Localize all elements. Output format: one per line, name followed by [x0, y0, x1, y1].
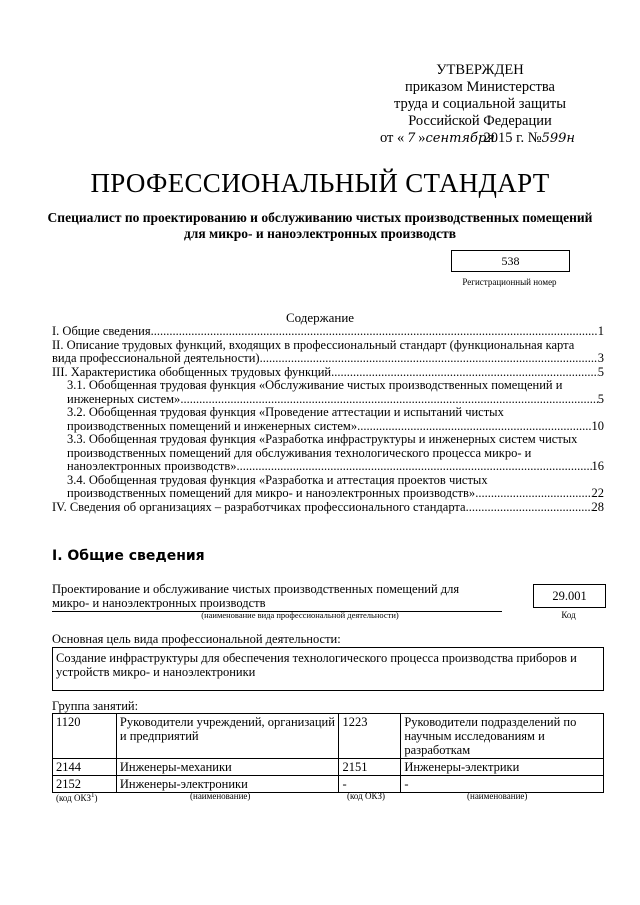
approval-block — [380, 62, 580, 147]
toc-line: IV. Сведения об организациях – разработчиках профессионального стандарта ..... — [52, 501, 592, 515]
toc-page-number: 22 — [591, 486, 604, 500]
table-row — [53, 759, 604, 776]
toc-entry-text — [67, 433, 592, 474]
toc-entry-text — [52, 366, 598, 380]
approval-date-line — [380, 130, 580, 147]
occupation-table — [52, 713, 604, 793]
toc-line: производственных помещений и инженерных систем» ..... — [67, 420, 592, 434]
goal-label: Основная цель вида профессиональной деятельности: — [52, 632, 341, 646]
toc-entry-text — [67, 474, 592, 501]
standard-subtitle: Специалист по проектированию и обслуживанию чистых производственных помещений для микро- и наноэлектронных производств — [47, 210, 593, 241]
okz-code-cell: - — [339, 776, 401, 793]
toc-page-number: 28 — [591, 499, 604, 514]
handwritten-order-number: 599н — [541, 131, 575, 146]
table-row — [53, 714, 604, 759]
toc-entry[interactable] — [52, 325, 604, 339]
caption-code-okz: (код ОКЗ) — [347, 791, 385, 801]
registration-number: 538 — [451, 250, 570, 272]
occupation-name-cell: - — [401, 776, 604, 793]
caption-code-okz — [56, 791, 98, 803]
section-heading: I. Общие сведения — [52, 548, 205, 564]
toc-entry[interactable] — [52, 501, 604, 515]
toc-line: 3.2. Обобщенная трудовая функция «Проведение аттестации и испытаний чистых — [67, 406, 504, 419]
table-of-contents — [52, 325, 604, 514]
occupation-name-cell: Инженеры-электроники — [116, 776, 339, 793]
okz-code-cell: 1120 — [53, 714, 117, 759]
goal-text: Создание инфраструктуры для обеспечения технологического процесса производства приборов и устройств микро- и наноэлектроники — [52, 647, 604, 691]
okz-code-cell: 2152 — [53, 776, 117, 793]
caption-text: (код ОКЗ — [56, 793, 91, 803]
toc-line: производственных помещений для обслуживания технологического процесса микро- и — [67, 445, 532, 460]
toc-line: III. Характеристика обобщенных трудовых функций ..... — [52, 366, 598, 380]
okz-code-cell: 1223 — [339, 714, 401, 759]
occupation-name-cell: Инженеры-электрики — [401, 759, 604, 776]
date-prefix: от « — [380, 130, 405, 146]
approval-heading: УТВЕРЖДЕН — [436, 62, 524, 78]
caption-name: (наименование) — [190, 791, 251, 801]
toc-entry-text — [52, 325, 598, 339]
toc-entry[interactable] — [52, 406, 604, 433]
handwritten-month: сентября — [425, 131, 495, 146]
date-quote: » — [418, 130, 426, 146]
occupation-name-cell: Руководители подразделений по научным исследованиям и разработкам — [401, 714, 604, 759]
okz-code-cell: 2144 — [53, 759, 117, 776]
caption-text: ) — [94, 793, 98, 803]
activity-name — [52, 582, 502, 612]
date-year: 2015 г. № — [483, 130, 542, 146]
toc-line: 3.1. Обобщенная трудовая функция «Обслуживание чистых производственных помещений и — [67, 379, 563, 392]
toc-entry[interactable] — [52, 366, 604, 380]
toc-page-number: 10 — [591, 418, 604, 433]
toc-title: Содержание — [285, 310, 355, 325]
toc-page-number: 1 — [597, 324, 604, 338]
activity-line: Проектирование и обслуживание чистых производственных помещений для — [52, 582, 460, 596]
approval-line: Российской Федерации — [408, 113, 552, 129]
code-caption: Код — [561, 610, 576, 620]
toc-line: 3.4. Обобщенная трудовая функция «Разработка и аттестация проектов чистых — [67, 473, 488, 487]
toc-entry-text — [67, 406, 592, 433]
toc-entry[interactable] — [52, 433, 604, 474]
group-label: Группа занятий: — [52, 699, 139, 713]
okz-code-cell: 2151 — [339, 759, 401, 776]
footnote-ref: 1 — [91, 791, 95, 799]
toc-line: инженерных систем» ..... — [67, 393, 598, 407]
toc-page-number: 3 — [597, 351, 604, 365]
approval-line: труда и социальной защиты — [394, 96, 566, 112]
handwritten-day: 7 — [407, 131, 416, 146]
table-row — [53, 776, 604, 793]
activity-code: 29.001 — [533, 584, 606, 608]
toc-line: I. Общие сведения ..... — [52, 325, 598, 339]
caption-name: (наименование) — [467, 791, 528, 801]
toc-entry-text — [67, 379, 598, 406]
occupation-name-cell: Руководители учреждений, организаций и предприятий — [116, 714, 339, 759]
toc-entry-text — [52, 501, 592, 515]
approval-line: приказом Министерства — [405, 79, 555, 95]
toc-line: II. Описание трудовых функций, входящих в профессиональный стандарт (функциональная карта — [52, 338, 575, 352]
toc-entry[interactable] — [52, 339, 604, 366]
toc-line: производственных помещений для микро- и наноэлектронных производств» ..... — [67, 487, 592, 501]
toc-line: вида профессиональной деятельности) ..... — [52, 352, 598, 366]
occupation-name-cell: Инженеры-механики — [116, 759, 339, 776]
activity-caption: (наименование вида профессиональной деятельности) — [201, 610, 399, 620]
toc-entry-text — [52, 339, 598, 366]
toc-page-number: 5 — [597, 364, 604, 379]
toc-page-number: 16 — [591, 459, 604, 473]
toc-entry[interactable] — [52, 474, 604, 501]
toc-page-number: 5 — [597, 391, 604, 406]
toc-line: 3.3. Обобщенная трудовая функция «Разработка инфраструктуры и инженерных систем чистых — [67, 433, 578, 446]
toc-entry[interactable] — [52, 379, 604, 406]
page-title: ПРОФЕССИОНАЛЬНЫЙ СТАНДАРТ — [90, 168, 550, 198]
registration-label: Регистрационный номер — [462, 277, 557, 287]
activity-line: микро- и наноэлектронных производств — [52, 596, 266, 610]
toc-line: наноэлектронных производств» ..... — [67, 460, 592, 474]
